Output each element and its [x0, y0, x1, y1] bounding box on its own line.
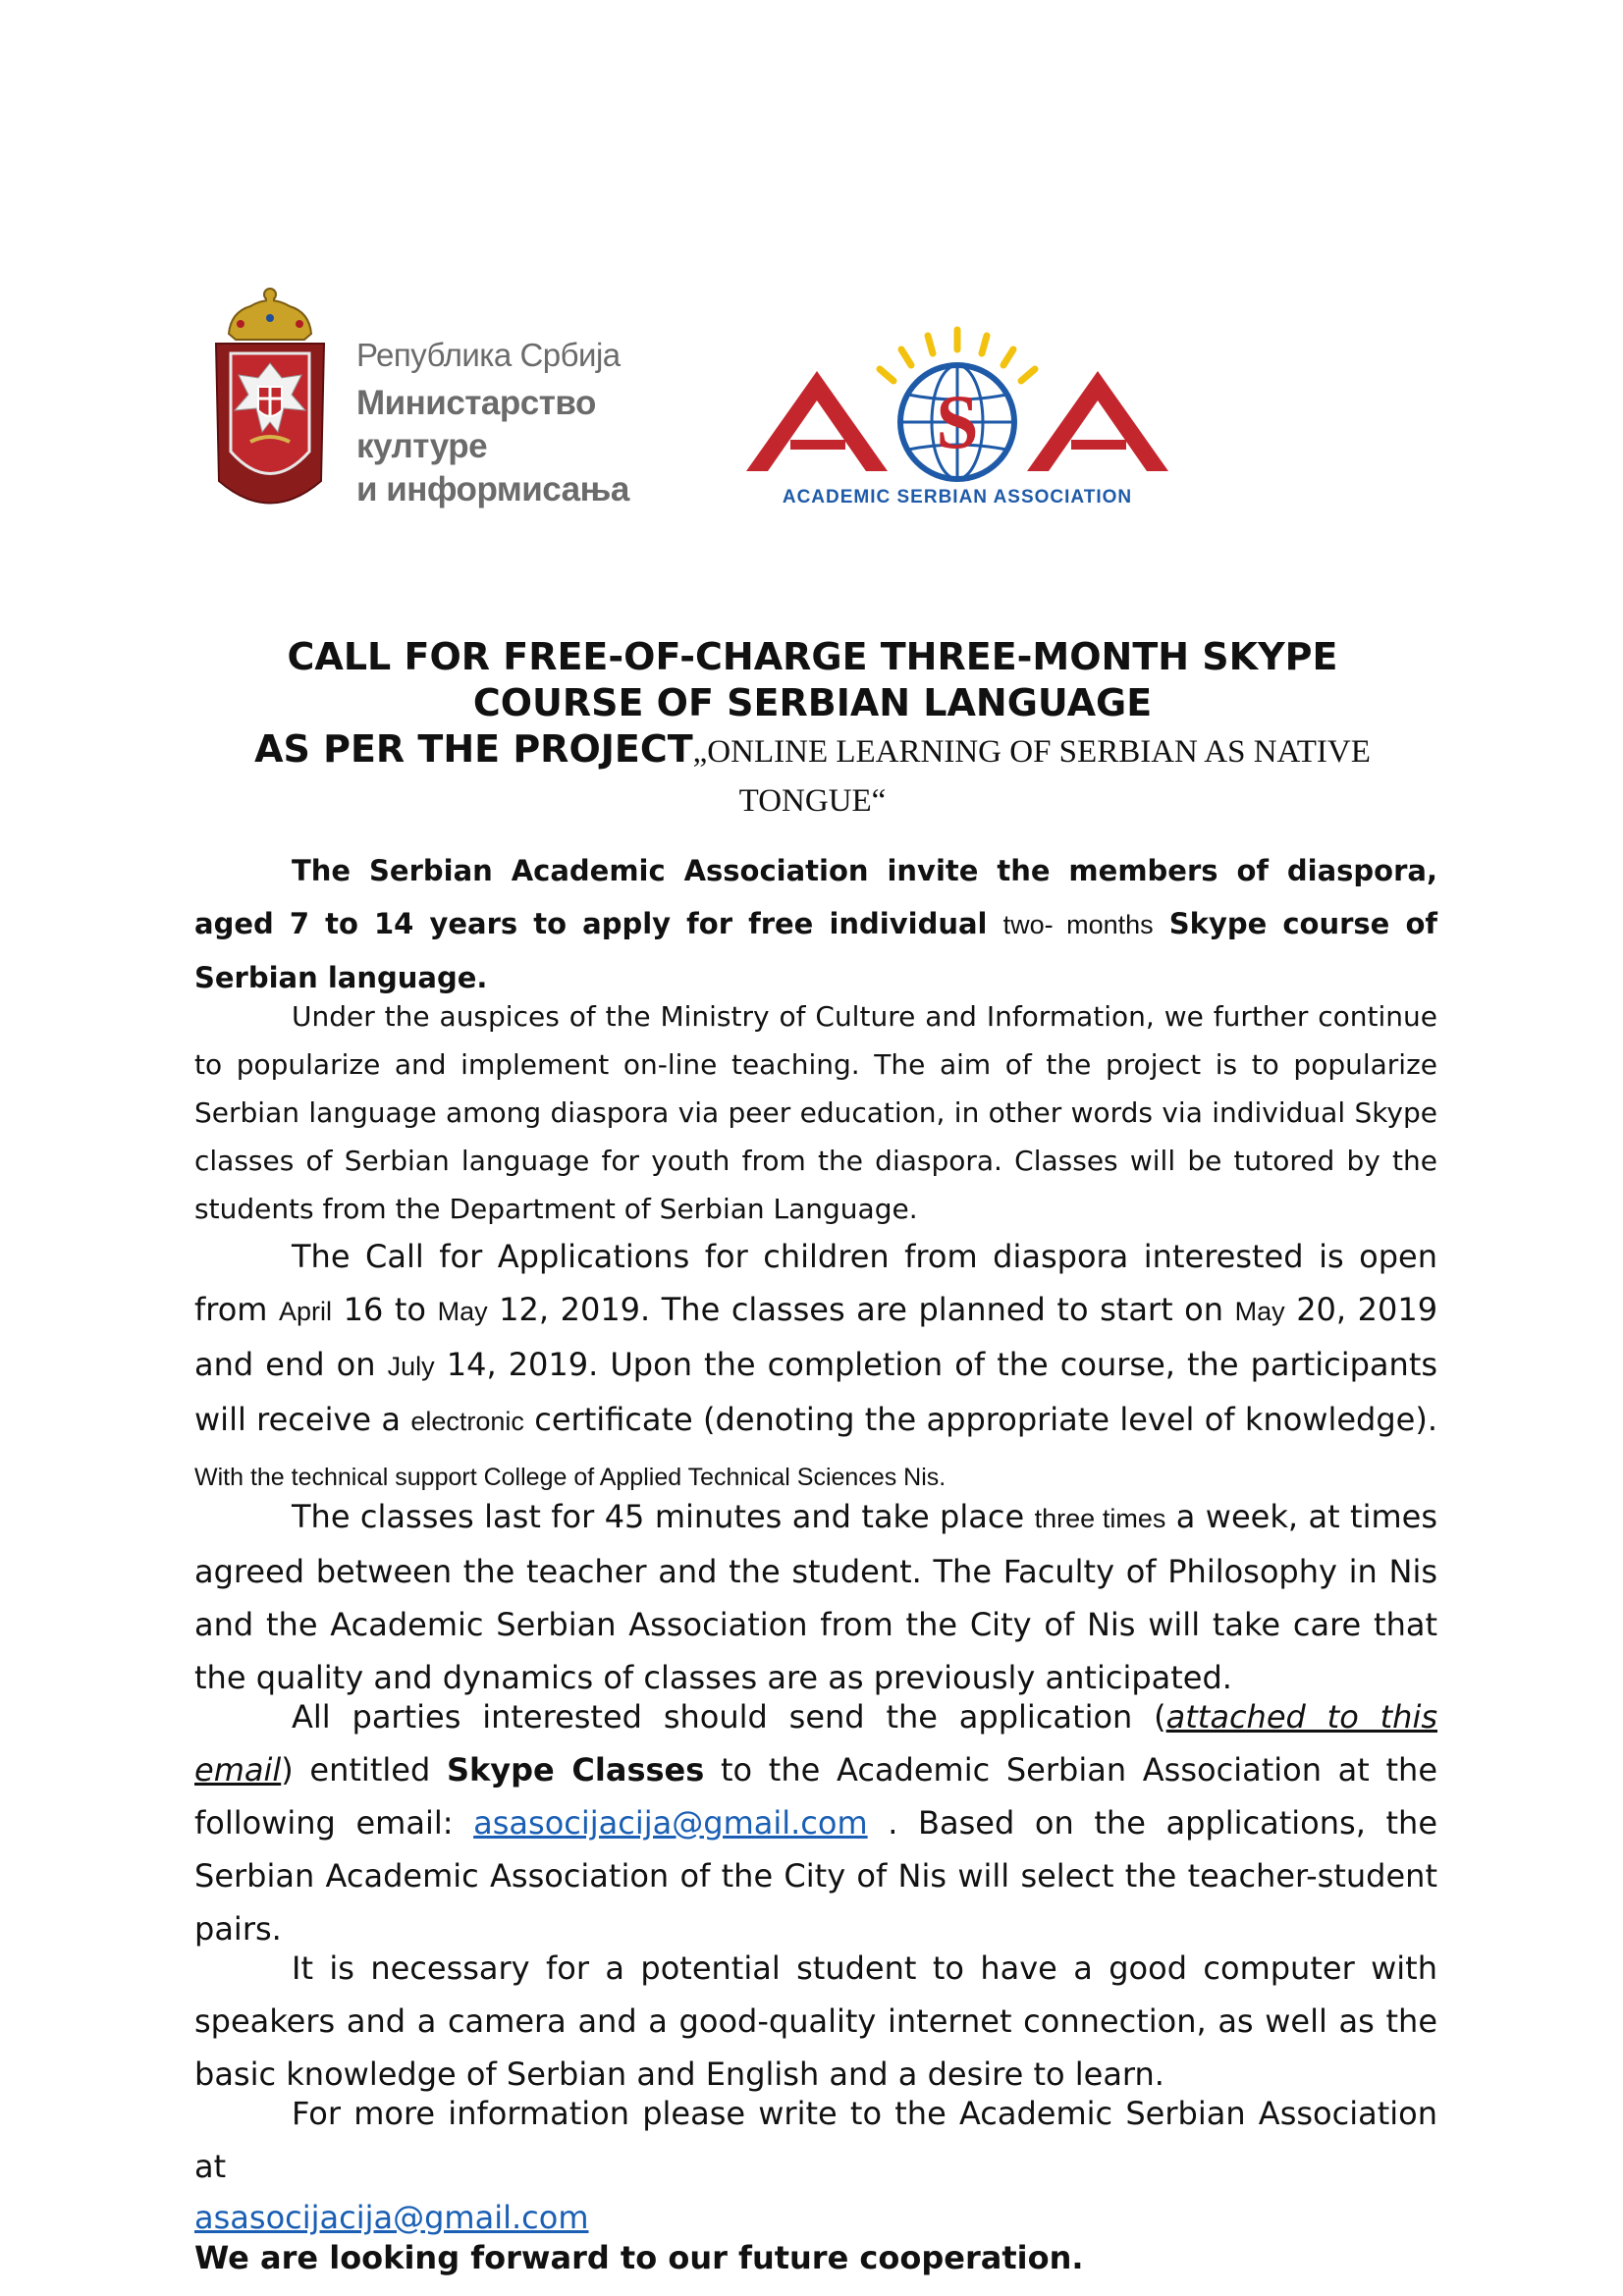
p5-text-c: ) entitled [281, 1751, 431, 1789]
lead-text-c: Skype course of Serbian language. [194, 907, 1437, 994]
p5-text-f: . Based on the applications, the Serbian Academic Association of the City of Nis will select the teacher-student pairs. [194, 1804, 1438, 1948]
title-project-name: „ONLINE LEARNING OF SERBIAN AS NATIVE TONGUE“ [692, 734, 1371, 819]
p3-text-h: July [387, 1352, 435, 1381]
paragraph-more-info: For more information please write to the Academic Serbian Association at [194, 2095, 1437, 2185]
p3-text-e: 12, 2019. The classes are planned to start on [499, 1291, 1224, 1328]
lead-text-a: The Serbian Academic Association invite the members of diaspora, aged 7 to 14 years to apply for free individual [194, 854, 1437, 940]
lead-paragraph [194, 844, 1437, 1004]
p4-text-b: three times [1034, 1504, 1166, 1533]
p5-text-a: All parties interested should send the application ( [292, 1698, 1166, 1735]
p3-text-a: The Call for Applications for children from diaspora interested is open from [194, 1238, 1437, 1328]
ministry-line-3: и информисања [356, 470, 629, 508]
document-title [196, 634, 1429, 825]
title-line-3 [196, 726, 1429, 825]
paragraph-application [194, 1690, 1437, 1955]
svg-text:S: S [936, 379, 979, 464]
attached-email-note: attached to this email [194, 1698, 1438, 1789]
p5-text-e: to the Academic Serbian Association at the following email: [194, 1751, 1438, 1842]
p3-text-f: May [1234, 1297, 1285, 1326]
skype-classes-label: Skype Classes [446, 1751, 705, 1789]
p3-text-b: April [279, 1297, 333, 1326]
p3-text-l: With the technical support College of Applied Technical Sciences Nis. [194, 1464, 947, 1491]
asa-emblem-icon [736, 324, 1178, 510]
p3-text-j: electronic [410, 1407, 524, 1436]
title-line-1: CALL FOR FREE-OF-CHARGE THREE-MONTH SKYPE [287, 635, 1338, 678]
ministry-line-2: Министарство културе [356, 384, 596, 465]
p3-text-k: certificate (denoting the appropriate level of knowledge). [534, 1401, 1438, 1438]
p3-text-i: 14, 2019. Upon the completion of the course, the participants will receive a [194, 1346, 1438, 1438]
asa-logo [736, 324, 1178, 510]
paragraph-class-schedule [194, 1490, 1437, 1704]
logo-row [211, 285, 1193, 530]
document-body [194, 844, 1437, 2277]
ministry-line-1: Република Србија [356, 337, 621, 373]
ministry-text [356, 329, 722, 511]
paragraph-requirements: It is necessary for a potential student to have a good computer with speakers and a camera and a good-quality internet connection, as well as the basic knowledge of Serbian and English and a desire to learn. [194, 1949, 1437, 2093]
ministry-logo [211, 285, 722, 530]
p4-text-a: The classes last for 45 minutes and take place [292, 1498, 1025, 1535]
closing-statement: We are looking forward to our future cooperation. [194, 2239, 1084, 2276]
p3-text-d: May [437, 1297, 488, 1326]
paragraph-auspices: Under the auspices of the Ministry of Culture and Information, we further continue to popularize and implement on-line teaching. The aim of the project is to popularize Serbian language among diaspora via peer education, in other words via individual Skype classes of Serbian language for youth from the diaspora. Classes will be tutored by the students from the Department of Serbian Language. [194, 1000, 1437, 1225]
serbian-coat-of-arms-icon [211, 285, 329, 525]
email-link-2[interactable]: asasocijacija@gmail.com [194, 2199, 589, 2236]
asa-caption: ACADEMIC SERBIAN ASSOCIATION [782, 487, 1133, 507]
p4-text-c: a week, at times agreed between the teacher and the student. The Faculty of Philosophy in Nis and the Academic Serbian Association from the City of Nis will take care that the quality and dynamics of classes are as previously anticipated. [194, 1498, 1438, 1696]
paragraph-call-dates [194, 1230, 1437, 1504]
email-link-1[interactable]: asasocijacija@gmail.com [473, 1804, 868, 1842]
p3-text-g: 20, 2019 and end on [194, 1291, 1438, 1383]
title-line-3-bold: AS PER THE PROJECT [254, 727, 693, 771]
title-line-2: COURSE OF SERBIAN LANGUAGE [472, 681, 1153, 724]
lead-text-b: two- months [1002, 910, 1154, 939]
email-line [194, 2191, 1437, 2244]
p3-text-c: 16 to [343, 1291, 427, 1328]
